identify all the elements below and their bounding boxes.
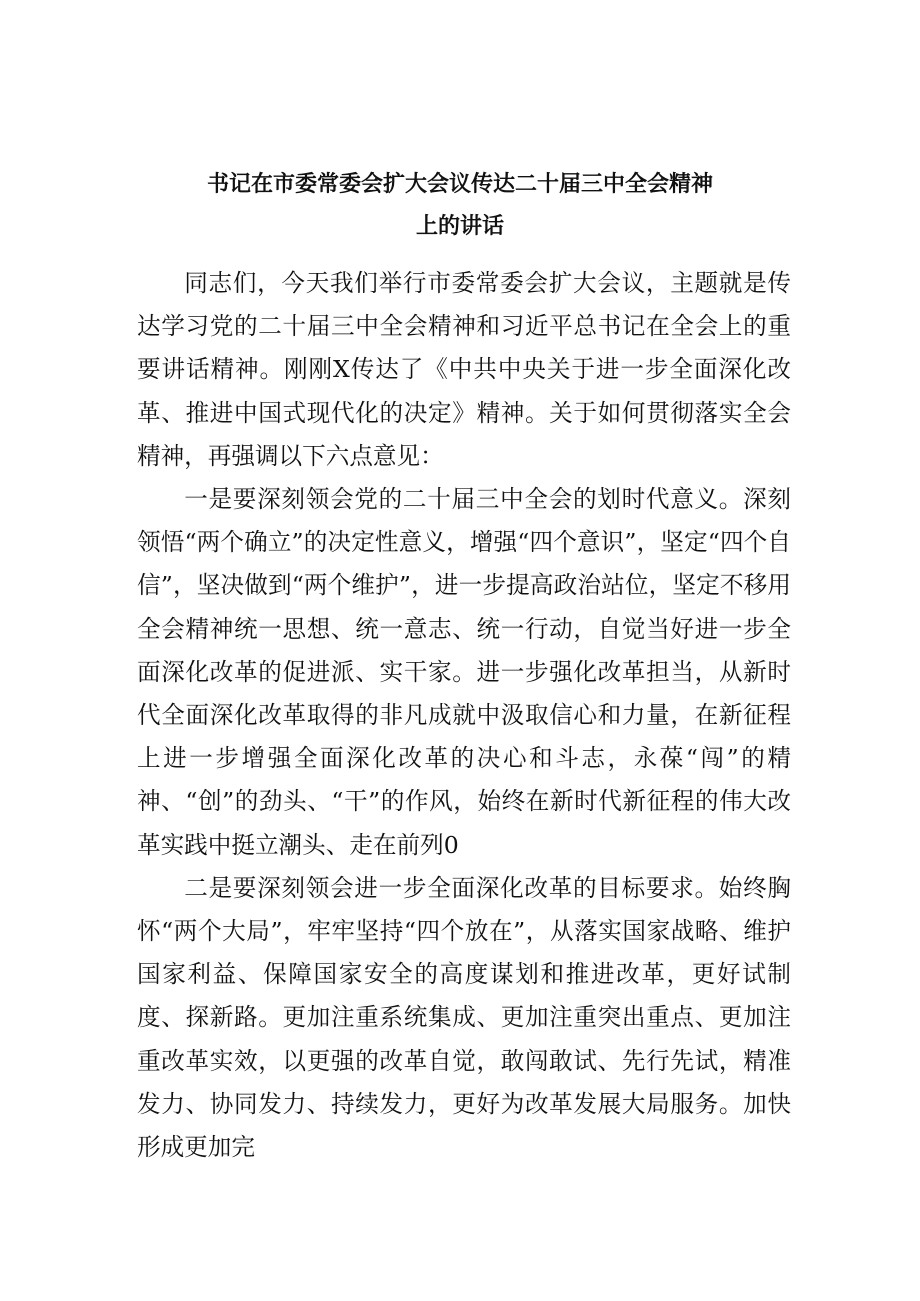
paragraph-opening: 同志们，今天我们举行市委常委会扩大会议，主题就是传达学习党的二十届三中全会精神和习近平总书记在全会上的重要讲话精神。刚刚X传达了《中共中央关于进一步全面深化改革、推进中国式现代化的决定》精神。关于如何贯彻落实全会精神，再强调以下六点意见：: [137, 269, 791, 470]
paragraph-point-two: 二是要深刻领会进一步全面深化改革的目标要求。始终胸怀“两个大局”，牢牢坚持“四个放在”，从落实国家战略、维护国家利益、保障国家安全的高度谋划和推进改革，更好试制度、探新路。更加注重系统集成、更加注重突出重点、更加注重改革实效，以更强的改革自觉，敢闯敢试、先行先试，精准发力、协同发力、持续发力，更好为改革发展大局服务。加快形成更加完: [137, 873, 791, 1162]
document-title-line-1: 书记在市委常委会扩大会议传达二十届三中全会精神: [206, 172, 713, 197]
document-title-line-2: 上的讲话: [415, 214, 504, 239]
paragraph-point-one: 一是要深刻领会党的二十届三中全会的划时代意义。深刻领悟“两个确立”的决定性意义，增强“四个意识”，坚定“四个自信”，坚决做到“两个维护”，进一步提高政治站位，坚定不移用全会精神统一思想、统一意志、统一行动，自觉当好进一步全面深化改革的促进派、实干家。进一步强化改革担当，从新时代全面深化改革取得的非凡成就中汲取信心和力量，在新征程上进一步增强全面深化改革的决心和斗志，永葆“闯”的精神、“创”的劲头、“干”的作风，始终在新时代新征程的伟大改革实践中挺立潮头、走在前列0: [137, 485, 791, 859]
document-body: [137, 244, 791, 1169]
